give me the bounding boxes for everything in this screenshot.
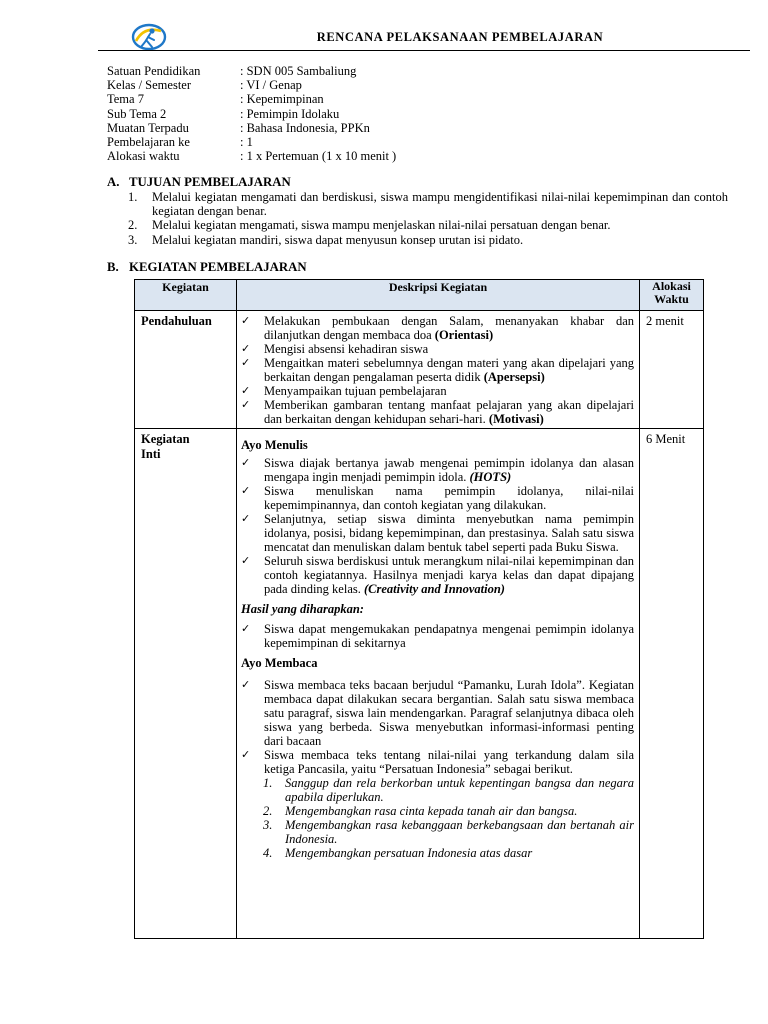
section-title: KEGIATAN PEMBELAJARAN [129,260,307,274]
check-item [241,622,634,650]
description-cell [237,429,640,939]
section-letter: A. [107,175,120,189]
info-row [107,107,396,121]
item-number: 1. [128,190,138,204]
info-value: : Bahasa Indonesia, PPKn [240,120,370,135]
time-cell: 6 Menit [640,429,704,939]
header-kegiatan: Kegiatan [135,280,237,311]
identity-block [107,64,396,163]
info-value: : SDN 005 Sambaliung [240,64,357,78]
header-alokasi [640,280,704,311]
subheading-ayo-menulis: Ayo Menulis [241,438,308,452]
description-cell [237,311,640,429]
item-text: Melalui kegiatan mandiri, siswa dapat menyusun konsep urutan isi pidato. [152,232,524,247]
checkmark-icon: ✓ [241,512,251,525]
item-text: Siswa dapat mengemukakan pendapatnya mengenai pemimpin idolanya kepemimpinan di sekitarnya [264,622,634,650]
info-label: Alokasi waktu [107,149,180,164]
checkmark-icon: ✓ [241,484,251,497]
item-number: 2. [128,218,138,233]
item-text: Mengembangkan rasa kebanggaan berkebangsaan dan bertanah air Indonesia. [285,818,634,846]
checkmark-icon: ✓ [241,678,251,691]
item-number: 3. [128,232,138,247]
item-text: Mengembangkan persatuan Indonesia atas dasar [285,846,533,860]
info-row [107,78,396,92]
school-logo-icon [130,22,168,52]
info-row [107,149,396,163]
check-item [241,398,634,426]
check-item [241,512,634,554]
section-b-heading [107,260,307,275]
item-text: Siswa membaca teks bacaan berjudul “Pamanku, Lurah Idola”. Kegiatan membaca dapat dilakukan secara bergantian. Salah satu siswa membaca satu paragraf, siswa lain mendengarkan. Paragraf selanjutnya dibaca oleh siswa yang berbeda. Siswa menyebutkan informasi-informasi penting dari bacaan [264,678,634,748]
check-item [241,678,634,748]
item-text: Seluruh siswa berdiskusi untuk merangkum nilai-nilai kepemimpinan dan contoh kegiatannya. Hasilnya menjadi karya kelas dan dapat dipajang pada dinding kelas. [264,554,634,596]
section-letter: B. [107,260,119,274]
numbered-item [241,846,634,860]
table-row [135,311,704,429]
checkmark-icon: ✓ [241,622,251,635]
check-item [241,484,634,512]
header-alokasi-line1: Alokasi [652,279,691,293]
item-number: 2. [263,804,273,818]
item-tag: (Creativity and Innovation) [363,582,505,596]
item-tag: (Orientasi) [434,328,494,342]
item-text: Mengisi absensi kehadiran siswa [264,342,429,356]
item-text: Selanjutnya, setiap siswa diminta menyebutkan nama pemimpin idolanya, posisi, bidang kepemimpinan, dan prestasinya. Salah satu siswa mencatat dan menuliskan dalam bentuk tabel seperti pada Buku Siswa. [264,512,634,554]
item-tag: (Motivasi) [488,412,544,426]
header-deskripsi: Deskripsi Kegiatan [237,280,640,311]
item-text: Menyampaikan tujuan pembelajaran [264,384,447,398]
item-number: 1. [263,776,273,790]
info-label: Sub Tema 2 [107,106,167,121]
activities-table [134,279,704,939]
info-value: : VI / Genap [240,78,302,93]
item-tag: (Apersepsi) [483,370,545,384]
header-alokasi-line2: Waktu [654,292,689,306]
checkmark-icon: ✓ [241,398,251,411]
item-text: Mengembangkan rasa cinta kepada tanah air dan bangsa. [285,804,578,818]
time-cell: 2 menit [640,311,704,429]
list-item [128,233,728,247]
check-item [241,554,634,596]
list-item [128,218,728,232]
checkmark-icon: ✓ [241,342,251,355]
info-value: : 1 [240,134,253,149]
check-item [241,748,634,776]
check-item [241,384,634,398]
checkmark-icon: ✓ [241,384,251,397]
item-text: Melalui kegiatan mengamati dan berdiskusi, siswa mampu mengidentifikasi nilai-nilai kepemimpinan dan contoh kegiatan dengan benar. [152,190,728,219]
info-value: : Kepemimpinan [240,92,324,107]
info-label: Muatan Terpadu [107,120,189,135]
info-label: Satuan Pendidikan [107,64,201,78]
item-text: Siswa diajak bertanya jawab mengenai pemimpin idolanya dan alasan mengapa ingin menjadi pemimpin idola. [264,456,634,484]
item-text: Mengaitkan materi sebelumnya dengan materi yang akan dipelajari yang berkaitan dengan pengalaman peserta didik [264,356,634,384]
info-row [107,121,396,135]
check-item [241,356,634,384]
info-row [107,64,396,78]
checkmark-icon: ✓ [241,356,251,369]
item-text: Melakukan pembukaan dengan Salam, menanyakan khabar dan dilanjutkan dengan membaca doa [264,314,634,342]
phase-line2: Inti [141,447,161,461]
item-text: Sanggup dan rela berkorban untuk kepentingan bangsa dan negara apabila diperlukan. [285,776,634,804]
info-value: : 1 x Pertemuan (1 x 10 menit ) [240,149,397,164]
info-label: Tema 7 [107,92,144,107]
numbered-item [241,776,634,804]
info-row [107,135,396,149]
phase-line1: Kegiatan [141,432,190,446]
table-header-row [135,280,704,311]
document-title: RENCANA PELAKSANAAN PEMBELAJARAN [316,30,604,44]
check-item [241,456,634,484]
item-text: Memberikan gambaran tentang manfaat pelajaran yang akan dipelajari dan berkaitan dengan kehidupan sehari-hari. [264,398,634,426]
info-label: Pembelajaran ke [107,134,190,149]
info-value: : Pemimpin Idolaku [240,106,340,121]
check-item [241,342,634,356]
numbered-item [241,804,634,818]
checkmark-icon: ✓ [241,314,251,327]
info-row [107,92,396,106]
header-divider [98,50,750,51]
subheading-hasil: Hasil yang diharapkan: [241,602,364,616]
item-tag: (HOTS) [469,470,512,484]
numbered-item [241,818,634,846]
subheading-ayo-membaca: Ayo Membaca [241,656,318,670]
list-item [128,190,728,218]
info-label: Kelas / Semester [107,78,192,93]
item-text: Siswa membaca teks tentang nilai-nilai yang terkandung dalam sila ketiga Pancasila, yaitu “Persatuan Indonesia” sebagai berikut. [264,748,634,776]
section-title: TUJUAN PEMBELAJARAN [129,175,291,189]
checkmark-icon: ✓ [241,456,251,469]
section-a-heading [107,175,291,190]
phase-cell: Pendahuluan [135,311,237,429]
item-text: Melalui kegiatan mengamati, siswa mampu menjelaskan nilai-nilai persatuan dengan benar. [152,218,611,233]
check-item [241,314,634,342]
phase-cell [135,429,237,939]
item-number: 4. [263,846,273,860]
item-number: 3. [263,818,273,832]
table-row [135,429,704,939]
item-text: Siswa menuliskan nama pemimpin idolanya, nilai-nilai kepemimpinannya, dan contoh kegiatan yang dilakukan. [264,484,634,512]
checkmark-icon: ✓ [241,748,251,761]
objectives-list [128,190,728,247]
checkmark-icon: ✓ [241,554,251,567]
